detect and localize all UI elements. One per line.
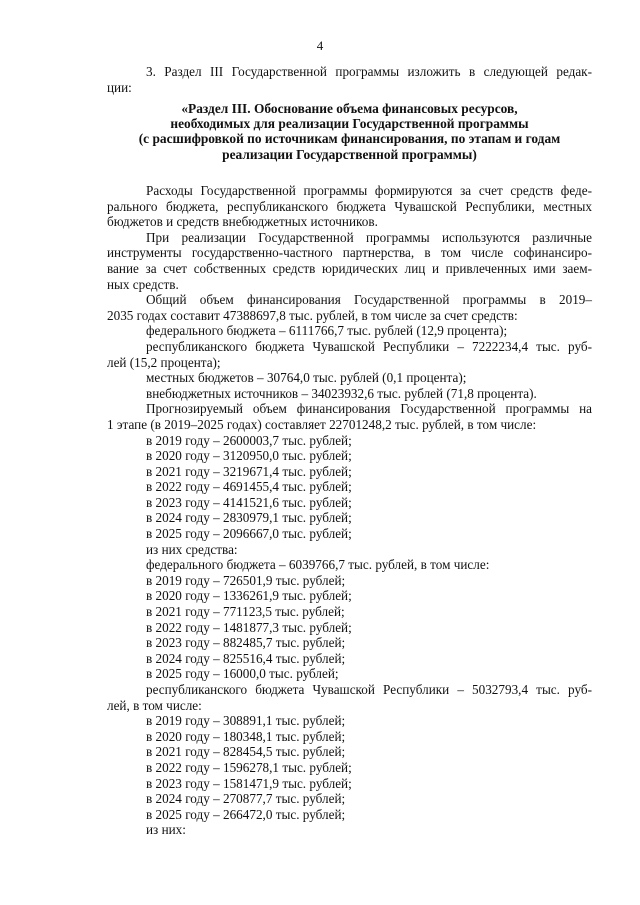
text-line: федерального бюджета – 6039766,7 тыс. рублей, в том числе: bbox=[146, 557, 490, 573]
text-line: в 2022 году – 1596278,1 тыс. рублей; bbox=[146, 759, 352, 775]
body-text bbox=[107, 183, 592, 838]
text-line: в 2022 году – 1481877,3 тыс. рублей; bbox=[146, 619, 352, 635]
text-line: Прогнозируемый объем финансирования Государственной программы на bbox=[146, 401, 592, 417]
text-line: Общий объем финансирования Государственной программы в 2019– bbox=[146, 292, 592, 308]
text-line: из них средства: bbox=[146, 541, 238, 557]
text-line: в 2020 году – 3120950,0 тыс. рублей; bbox=[146, 448, 352, 464]
text-line: лей, в том числе: bbox=[107, 697, 202, 713]
page-number: 4 bbox=[316, 38, 324, 53]
heading-line: (с расшифровкой по источникам финансирования, по этапам и годам bbox=[138, 131, 561, 147]
text-line: 1 этапе (в 2019–2025 годах) составляет 22701248,2 тыс. рублей, в том числе: bbox=[107, 416, 537, 432]
text-line: в 2020 году – 1336261,9 тыс. рублей; bbox=[146, 588, 352, 604]
text-line: в 2024 году – 825516,4 тыс. рублей; bbox=[146, 650, 346, 666]
text-line: в 2019 году – 2600003,7 тыс. рублей; bbox=[146, 432, 352, 448]
text-line: инструменты государственно-частного партнерства, в том числе софинансиро- bbox=[107, 245, 592, 261]
text-line: в 2021 году – 828454,5 тыс. рублей; bbox=[146, 744, 346, 760]
text-line: внебюджетных источников – 34023932,6 тыс. рублей (71,8 процента). bbox=[146, 385, 537, 401]
text-line: 2035 годах составит 47388697,8 тыс. рублей, в том числе за счет средств: bbox=[107, 307, 518, 323]
text-line: вание за счет собственных средств юридических лиц и привлеченных ими заем- bbox=[107, 260, 592, 276]
text-line: местных бюджетов – 30764,0 тыс. рублей (0,1 процента); bbox=[146, 370, 467, 386]
text-line: в 2019 году – 308891,1 тыс. рублей; bbox=[146, 713, 346, 729]
text-line: бюджетов и средств внебюджетных источников. bbox=[107, 214, 378, 230]
text-line: в 2024 году – 2830979,1 тыс. рублей; bbox=[146, 510, 352, 526]
text-line: из них: bbox=[146, 822, 186, 838]
text-line: республиканского бюджета Чувашской Республики – 5032793,4 тыс. руб- bbox=[146, 682, 592, 697]
text-line: республиканского бюджета Чувашской Республики – 7222234,4 тыс. руб- bbox=[146, 338, 592, 354]
text-line: в 2022 году – 4691455,4 тыс. рублей; bbox=[146, 479, 352, 495]
text-line: в 2023 году – 1581471,9 тыс. рублей; bbox=[146, 775, 352, 791]
heading-line: «Раздел III. Обоснование объема финансовых ресурсов, bbox=[181, 101, 518, 116]
text-line: ции: bbox=[107, 79, 132, 95]
text-line: При реализации Государственной программы используются различные bbox=[146, 229, 592, 245]
text-line: в 2021 году – 771123,5 тыс. рублей; bbox=[146, 604, 345, 620]
text-line: ных средств. bbox=[107, 276, 179, 292]
intro-paragraph bbox=[107, 64, 592, 95]
text-line: федерального бюджета – 6111766,7 тыс. рублей (12,9 процента); bbox=[146, 323, 508, 339]
text-line: Расходы Государственной программы формируются за счет средств феде- bbox=[146, 183, 592, 198]
text-line: в 2025 году – 266472,0 тыс. рублей; bbox=[146, 806, 346, 822]
text-line: в 2021 году – 3219671,4 тыс. рублей; bbox=[146, 463, 352, 479]
text-line: лей (15,2 процента); bbox=[107, 354, 221, 370]
text-line: в 2023 году – 4141521,6 тыс. рублей; bbox=[146, 494, 352, 510]
text-line: в 2019 году – 726501,9 тыс. рублей; bbox=[146, 572, 346, 588]
text-line: рального бюджета, республиканского бюджета Чувашской Республики, местных bbox=[107, 198, 592, 214]
text-line: в 2023 году – 882485,7 тыс. рублей; bbox=[146, 635, 346, 651]
heading-line: реализации Государственной программы) bbox=[222, 146, 477, 162]
text-line: в 2025 году – 16000,0 тыс. рублей; bbox=[146, 666, 339, 682]
text-line: в 2020 году – 180348,1 тыс. рублей; bbox=[146, 728, 346, 744]
text-line: в 2025 году – 2096667,0 тыс. рублей; bbox=[146, 526, 352, 542]
text-line: в 2024 году – 270877,7 тыс. рублей; bbox=[146, 791, 346, 807]
section-heading bbox=[107, 101, 592, 162]
heading-line: необходимых для реализации Государственной программы bbox=[170, 116, 529, 132]
text-line: 3. Раздел III Государственной программы изложить в следующей редак- bbox=[146, 64, 592, 79]
